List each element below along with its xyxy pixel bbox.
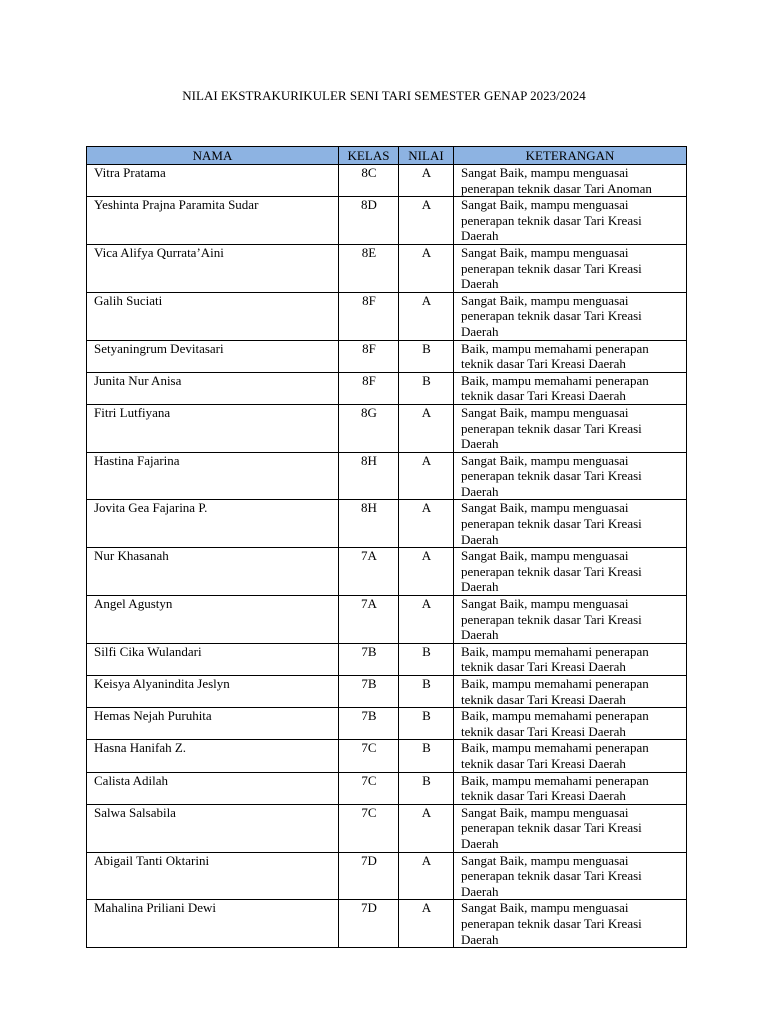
cell-nilai: A <box>399 548 454 596</box>
cell-keterangan: Baik, mampu memahami penerapan teknik dasar Tari Kreasi Daerah <box>454 643 687 675</box>
cell-nilai: B <box>399 372 454 404</box>
table-row <box>87 643 687 675</box>
cell-nama: Setyaningrum Devitasari <box>87 340 339 372</box>
cell-kelas: 8H <box>339 452 399 500</box>
cell-nilai: B <box>399 676 454 708</box>
cell-kelas: 7D <box>339 852 399 900</box>
table-row <box>87 500 687 548</box>
table-row <box>87 165 687 197</box>
cell-kelas: 7B <box>339 643 399 675</box>
cell-kelas: 8F <box>339 340 399 372</box>
cell-keterangan: Sangat Baik, mampu menguasai penerapan teknik dasar Tari Kreasi Daerah <box>454 804 687 852</box>
cell-nilai: B <box>399 643 454 675</box>
table-row <box>87 197 687 245</box>
cell-nilai: B <box>399 740 454 772</box>
cell-keterangan: Baik, mampu memahami penerapan teknik dasar Tari Kreasi Daerah <box>454 372 687 404</box>
cell-kelas: 8C <box>339 165 399 197</box>
cell-kelas: 8F <box>339 372 399 404</box>
cell-keterangan: Sangat Baik, mampu menguasai penerapan teknik dasar Tari Kreasi Daerah <box>454 500 687 548</box>
table-row <box>87 900 687 948</box>
table-row <box>87 772 687 804</box>
cell-nilai: A <box>399 852 454 900</box>
cell-keterangan: Sangat Baik, mampu menguasai penerapan teknik dasar Tari Kreasi Daerah <box>454 452 687 500</box>
table-row <box>87 852 687 900</box>
cell-kelas: 8H <box>339 500 399 548</box>
cell-nama: Angel Agustyn <box>87 596 339 644</box>
cell-nilai: A <box>399 596 454 644</box>
cell-nilai: A <box>399 900 454 948</box>
cell-nama: Fitri Lutfiyana <box>87 404 339 452</box>
cell-keterangan: Sangat Baik, mampu menguasai penerapan teknik dasar Tari Kreasi Daerah <box>454 244 687 292</box>
cell-kelas: 7B <box>339 676 399 708</box>
cell-nilai: A <box>399 500 454 548</box>
cell-nama: Hastina Fajarina <box>87 452 339 500</box>
column-header-nilai: NILAI <box>399 147 454 165</box>
table-row <box>87 804 687 852</box>
cell-kelas: 8G <box>339 404 399 452</box>
table-row <box>87 404 687 452</box>
cell-nama: Hemas Nejah Puruhita <box>87 708 339 740</box>
cell-kelas: 7C <box>339 772 399 804</box>
grades-table <box>86 146 687 948</box>
column-header-keterangan: KETERANGAN <box>454 147 687 165</box>
cell-nama: Vica Alifya Qurrata’Aini <box>87 244 339 292</box>
cell-nama: Nur Khasanah <box>87 548 339 596</box>
table-row <box>87 596 687 644</box>
table-row <box>87 676 687 708</box>
cell-nilai: B <box>399 708 454 740</box>
cell-nama: Vitra Pratama <box>87 165 339 197</box>
page-title: NILAI EKSTRAKURIKULER SENI TARI SEMESTER GENAP 2023/2024 <box>182 88 586 103</box>
cell-nama: Silfi Cika Wulandari <box>87 643 339 675</box>
cell-kelas: 7C <box>339 740 399 772</box>
cell-keterangan: Sangat Baik, mampu menguasai penerapan teknik dasar Tari Kreasi Daerah <box>454 197 687 245</box>
table-row <box>87 244 687 292</box>
cell-kelas: 7D <box>339 900 399 948</box>
cell-nama: Calista Adilah <box>87 772 339 804</box>
cell-keterangan: Baik, mampu memahami penerapan teknik dasar Tari Kreasi Daerah <box>454 708 687 740</box>
cell-keterangan: Baik, mampu memahami penerapan teknik dasar Tari Kreasi Daerah <box>454 740 687 772</box>
cell-nilai: A <box>399 197 454 245</box>
cell-kelas: 8D <box>339 197 399 245</box>
cell-kelas: 7A <box>339 596 399 644</box>
cell-nilai: A <box>399 804 454 852</box>
header-row <box>87 147 687 165</box>
table-row <box>87 340 687 372</box>
table-body <box>87 165 687 948</box>
cell-keterangan: Sangat Baik, mampu menguasai penerapan teknik dasar Tari Kreasi Daerah <box>454 548 687 596</box>
cell-keterangan: Sangat Baik, mampu menguasai penerapan teknik dasar Tari Kreasi Daerah <box>454 596 687 644</box>
cell-nama: Mahalina Priliani Dewi <box>87 900 339 948</box>
table-row <box>87 548 687 596</box>
cell-nama: Abigail Tanti Oktarini <box>87 852 339 900</box>
table-row <box>87 708 687 740</box>
cell-nilai: B <box>399 772 454 804</box>
cell-keterangan: Sangat Baik, mampu menguasai penerapan teknik dasar Tari Kreasi Daerah <box>454 852 687 900</box>
cell-nama: Yeshinta Prajna Paramita Sudar <box>87 197 339 245</box>
cell-keterangan: Sangat Baik, mampu menguasai penerapan teknik dasar Tari Kreasi Daerah <box>454 292 687 340</box>
cell-keterangan: Baik, mampu memahami penerapan teknik dasar Tari Kreasi Daerah <box>454 676 687 708</box>
cell-kelas: 7C <box>339 804 399 852</box>
table-header <box>87 147 687 165</box>
cell-kelas: 8F <box>339 292 399 340</box>
cell-nama: Jovita Gea Fajarina P. <box>87 500 339 548</box>
table-row <box>87 740 687 772</box>
cell-nilai: A <box>399 404 454 452</box>
cell-nama: Salwa Salsabila <box>87 804 339 852</box>
cell-nama: Keisya Alyanindita Jeslyn <box>87 676 339 708</box>
cell-nama: Junita Nur Anisa <box>87 372 339 404</box>
cell-nilai: A <box>399 292 454 340</box>
column-header-kelas: KELAS <box>339 147 399 165</box>
cell-keterangan: Baik, mampu memahami penerapan teknik dasar Tari Kreasi Daerah <box>454 772 687 804</box>
cell-keterangan: Baik, mampu memahami penerapan teknik dasar Tari Kreasi Daerah <box>454 340 687 372</box>
column-header-nama: NAMA <box>87 147 339 165</box>
cell-nama: Galih Suciati <box>87 292 339 340</box>
cell-keterangan: Sangat Baik, mampu menguasai penerapan teknik dasar Tari Anoman <box>454 165 687 197</box>
cell-kelas: 7B <box>339 708 399 740</box>
cell-keterangan: Sangat Baik, mampu menguasai penerapan teknik dasar Tari Kreasi Daerah <box>454 900 687 948</box>
cell-nilai: A <box>399 452 454 500</box>
cell-nilai: A <box>399 244 454 292</box>
cell-keterangan: Sangat Baik, mampu menguasai penerapan teknik dasar Tari Kreasi Daerah <box>454 404 687 452</box>
table-row <box>87 292 687 340</box>
cell-kelas: 8E <box>339 244 399 292</box>
cell-kelas: 7A <box>339 548 399 596</box>
table-row <box>87 372 687 404</box>
cell-nama: Hasna Hanifah Z. <box>87 740 339 772</box>
cell-nilai: B <box>399 340 454 372</box>
cell-nilai: A <box>399 165 454 197</box>
table-row <box>87 452 687 500</box>
